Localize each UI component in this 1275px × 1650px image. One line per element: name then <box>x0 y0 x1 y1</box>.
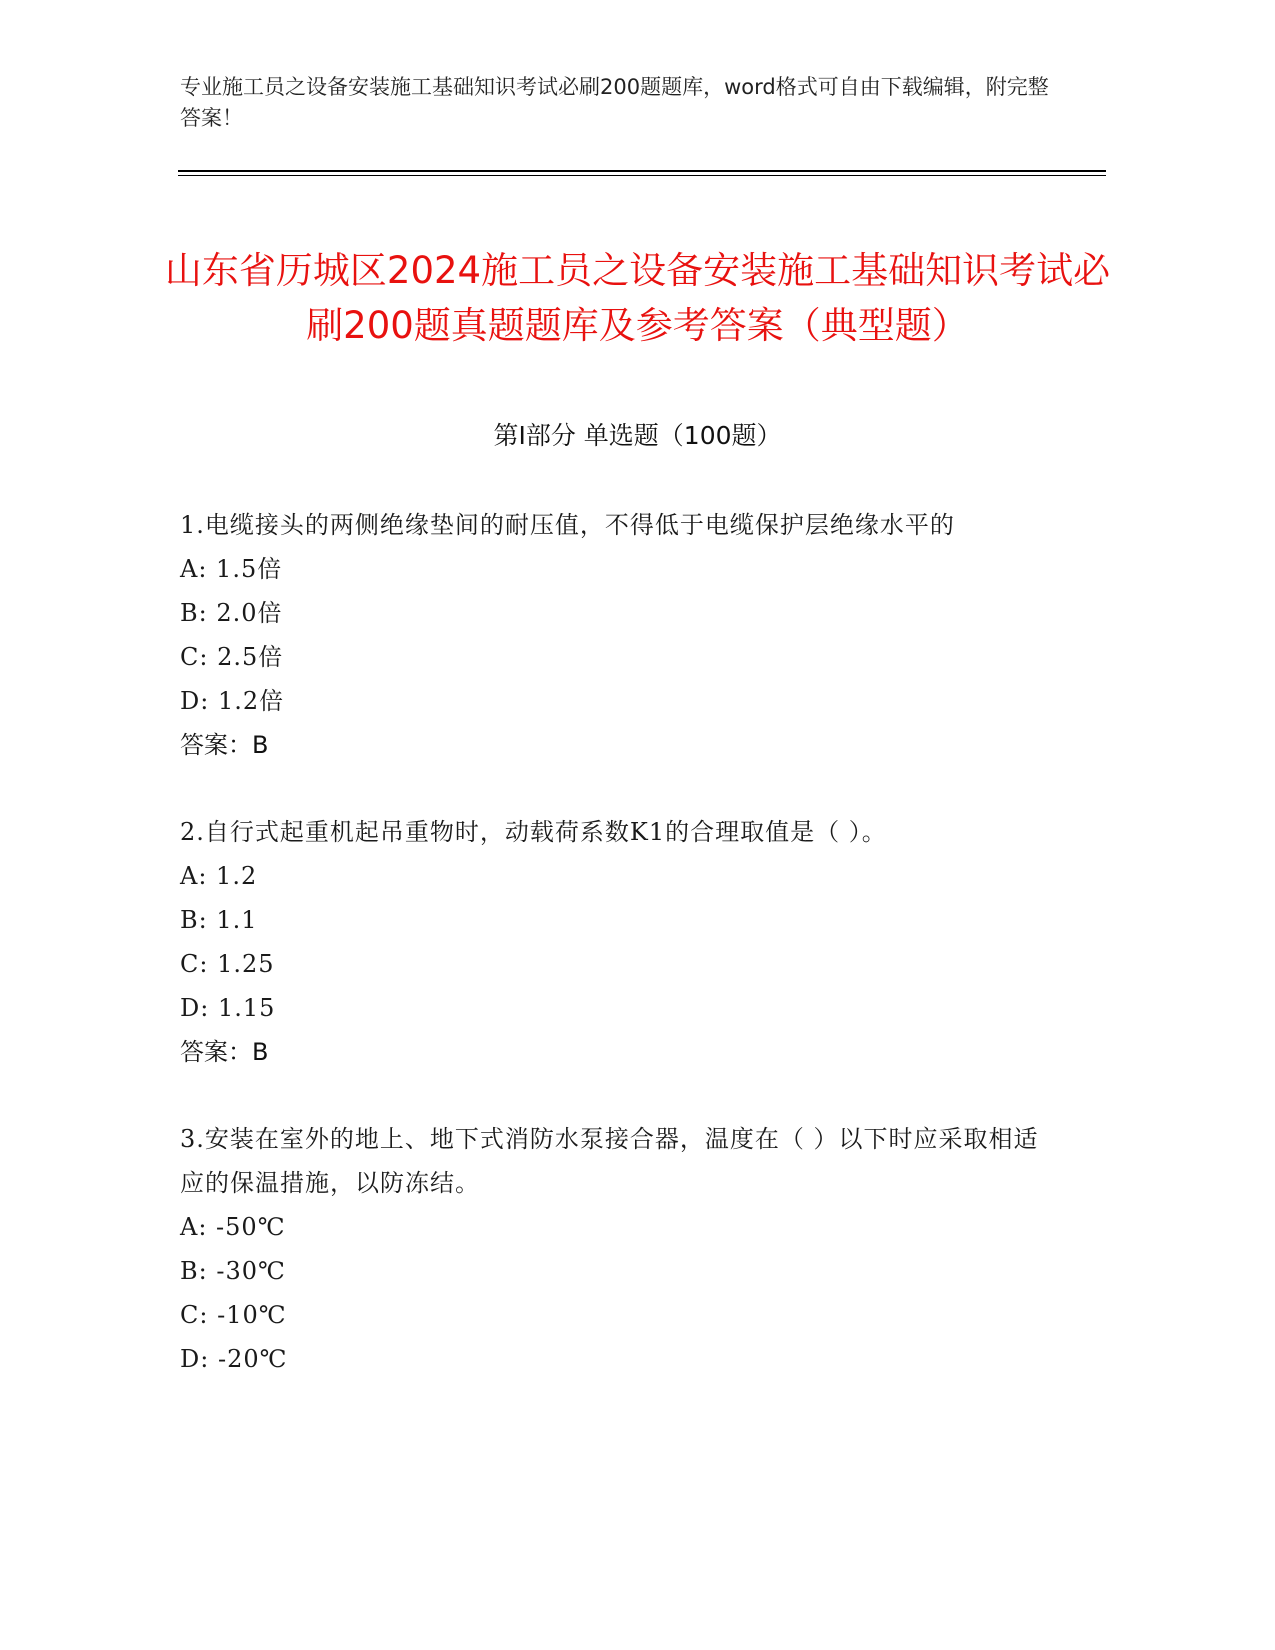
question-stem: 3.安装在室外的地上、地下式消防水泵接合器，温度在（ ）以下时应采取相适应的保温措施，以防冻结。 <box>180 1125 1039 1197</box>
option-b: B: 1.1 <box>180 906 258 934</box>
header-note: 专业施工员之设备安装施工基础知识考试必刷200题题库，word格式可自由下载编辑，附完整答案！ <box>180 75 1049 130</box>
option-a: A: 1.5倍 <box>180 555 283 583</box>
question-1 <box>180 503 1050 767</box>
option-a: A: 1.2 <box>180 862 258 890</box>
option-b: B: -30℃ <box>180 1257 286 1285</box>
document-title: 山东省历城区2024施工员之设备安装施工基础知识考试必刷200题真题题库及参考答案（典型题） <box>164 248 1111 347</box>
header-divider-thin <box>178 175 1106 176</box>
option-d: D: 1.2倍 <box>180 687 285 715</box>
answer: 答案：B <box>180 1038 269 1066</box>
question-2 <box>180 810 1050 1074</box>
option-d: D: -20℃ <box>180 1345 288 1373</box>
question-list <box>180 503 1050 1424</box>
option-b: B: 2.0倍 <box>180 599 283 627</box>
section-title: 第I部分 单选题（100题） <box>493 421 782 450</box>
header-divider-thick <box>178 170 1106 172</box>
answer: 答案：B <box>180 731 269 759</box>
option-a: A: -50℃ <box>180 1213 286 1241</box>
option-c: C: 2.5倍 <box>180 643 284 671</box>
option-d: D: 1.15 <box>180 994 276 1022</box>
question-3 <box>180 1117 1050 1381</box>
question-stem: 2.自行式起重机起吊重物时，动载荷系数K1的合理取值是（ ）。 <box>180 818 887 846</box>
option-c: C: -10℃ <box>180 1301 287 1329</box>
option-c: C: 1.25 <box>180 950 275 978</box>
question-stem: 1.电缆接头的两侧绝缘垫间的耐压值，不得低于电缆保护层绝缘水平的 <box>180 511 955 539</box>
